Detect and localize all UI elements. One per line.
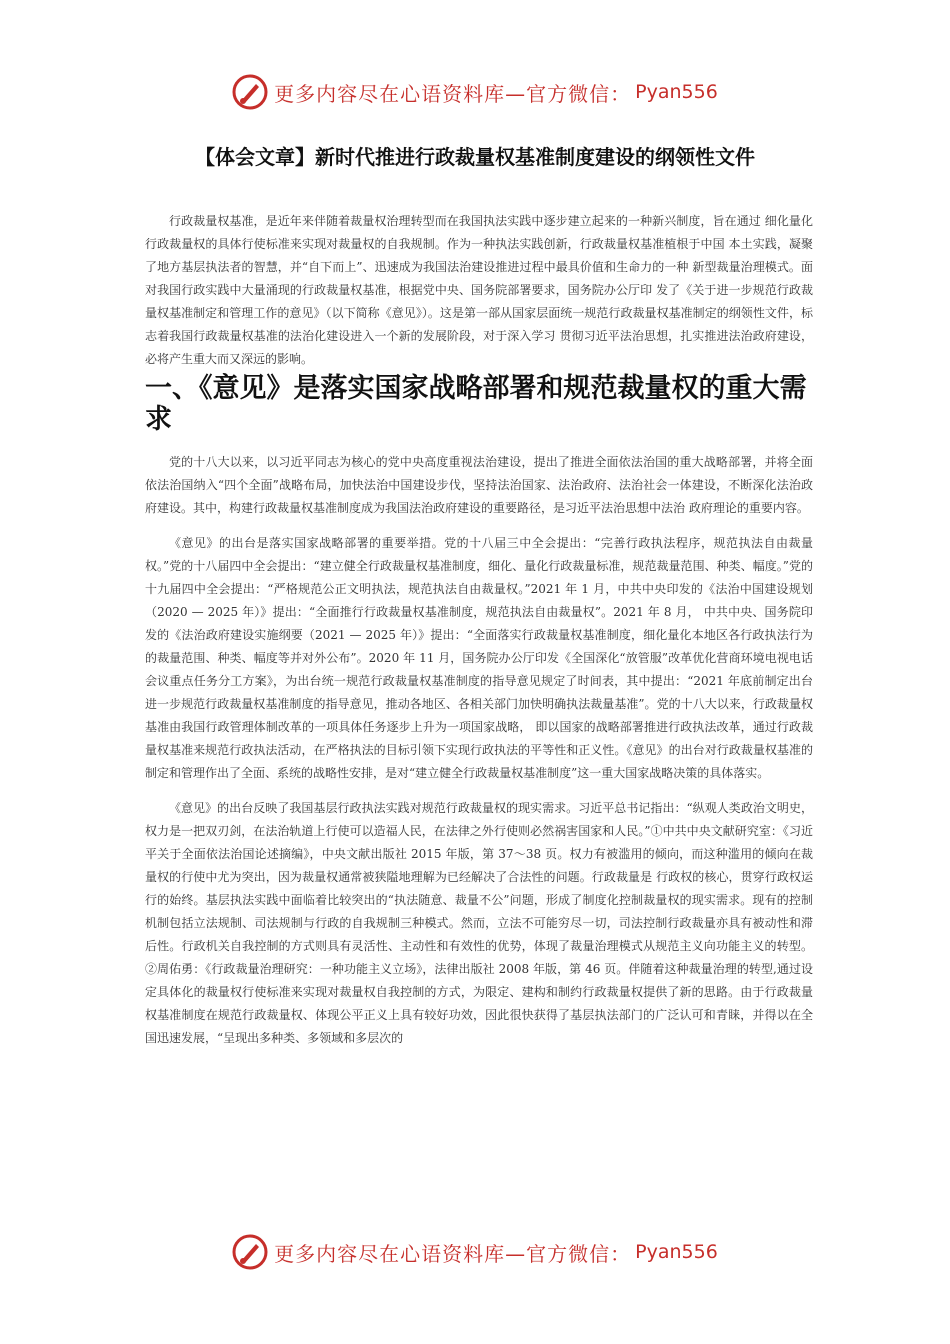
intro-paragraph: 行政裁量权基准，是近年来伴随着裁量权治理转型而在我国执法实践中逐步建立起来的一种新兴制度，旨在通过 细化量化行政裁量权的具体行使标准来实现对裁量权的自我规制。作为一种执法实践创新，行政裁量权基准植根于中国 本土实践，凝聚了地方基层执法者的智慧，并“自下而上”、迅速成为我国法治建设推进过程中最具价值和生命力的一种 新型裁量治理模式。面对我国行政实践中大量涌现的行政裁量权基准，根据党中央、国务院部署要求，国务院办公厅印 发了《关于进一步规范行政裁量权基准制定和管理工作的意见》（以下简称《意见》）。这是第一部从国家层面统一规范行政裁量权基准制定的纲领性文件，标志着我国行政裁量权基准的法治化建设进入一个新的发展阶段，对于深入学习 贯彻习近平法治思想，扎实推进法治政府建设，必将产生重大而又深远的影响。 <box>145 214 813 366</box>
header-banner <box>0 72 950 112</box>
banner-text: 更多内容尽在心语资料库—官方微信： <box>274 1241 632 1266</box>
section-paragraph-1: 党的十八大以来，以习近平同志为核心的党中央高度重视法治建设，提出了推进全面依法治国的重大战略部署，并将全面依法治国纳入“四个全面”战略布局，加快法治中国建设步伐，坚持法治国家、法治政府、法治社会一体建设，不断深化法治政府建设。其中，构建行政裁量权基准制度成为我国法治政府建设的重要路径，是习近平法治思想中法治 政府理论的重要内容。 <box>145 455 813 515</box>
banner-wechat-id: Pyan556 <box>635 1241 718 1263</box>
brush-logo-icon <box>232 1234 268 1270</box>
document-title: 【体会文章】新时代推进行政裁量权基准制度建设的纲领性文件 <box>195 145 755 169</box>
banner-text: 更多内容尽在心语资料库—官方微信： <box>274 81 632 106</box>
footer-banner <box>0 1232 950 1272</box>
section-heading: 一、《意见》是落实国家战略部署和规范裁量权的重大需求 <box>145 373 807 435</box>
brush-logo-icon <box>232 74 268 110</box>
document-body <box>145 210 813 1050</box>
section-paragraph-3: 《意见》的出台反映了我国基层行政执法实践对规范行政裁量权的现实需求。习近平总书记指出：“纵观人类政治文明史，权力是一把双刃剑，在法治轨道上行使可以造福人民，在法律之外行使则必然祸害国家和人民。”①中共中央文献研究室：《习近平关于全面依法治国论述摘编》，中央文献出版社 2015 年版，第 37～38 页。权力有被滥用的倾向，而这种滥用的倾向在裁量权的行使中尤为突出，因为裁量权通常被狭隘地理解为已经解决了合法性的问题。行政裁量是 行政权的核心，贯穿行政权运行的始终。基层执法实践中面临着比较突出的“执法随意、裁量不公”问题，形成了制度化控制裁量权的现实需求。现有的控制机制包括立法规制、司法规制与行政的自我规制三种模式。然而，立法不可能穷尽一切，司法控制行政裁量亦具有被动性和滞后性。行政机关自我控制的方式则具有灵活性、主动性和有效性的优势，体现了裁量治理模式从规范主义向功能主义的转型。②周佑勇：《行政裁量治理研究：一种功能主义立场》，法律出版社 2008 年版，第 46 页。伴随着这种裁量治理的转型,通过设定具体化的裁量权行使标准来实现对裁量权自我控制的方式，为限定、建构和制约行政裁量权提供了新的思路。由于行政裁量权基准制度在规范行政裁量权、体现公平正义上具有较好功效，因此很快获得了基层执法部门的广泛认可和青睐，并得以在全国迅速发展，“呈现出多种类、多领域和多层次的 <box>145 801 813 1045</box>
banner-wechat-id: Pyan556 <box>635 81 718 103</box>
section-paragraph-2: 《意见》的出台是落实国家战略部署的重要举措。党的十八届三中全会提出：“完善行政执法程序，规范执法自由裁量权。”党的十八届四中全会提出：“建立健全行政裁量权基准制度，细化、量化行政裁量标准，规范裁量范围、种类、幅度。”党的十九届四中全会提出：“严格规范公正文明执法，规范执法自由裁量权。”2021 年 1 月，中共中央印发的《法治中国建设规划（2020 — 2025 年）》提出：“全面推行行政裁量权基准制度，规范执法自由裁量权”。2021 年 8 月， 中共中央、国务院印发的《法治政府建设实施纲要（2021 — 2025 年）》提出：“全面落实行政裁量权基准制度，细化量化本地区各行政执法行为的裁量范围、种类、幅度等并对外公布”。2020 年 11 月，国务院办公厅印发《全国深化“放管服”改革优化营商环境电视电话会议重点任务分工方案》，为出台统一规范行政裁量权基准制度的指导意见规定了时间表，其中提出：“2021 年底前制定出台进一步规范行政裁量权基准制度的指导意见，推动各地区、各相关部门加快明确执法裁量基准”。党的十八大以来，行政裁量权基准由我国行政管理体制改革的一项具体任务逐步上升为一项国家战略， 即以国家的战略部署推进行政执法改革，通过行政裁量权基准来规范行政执法活动，在严格执法的目标引领下实现行政执法的平等性和正义性。《意见》的出台对行政裁量权基准的制定和管理作出了全面、系统的战略性安排，是对“建立健全行政裁量权基准制度”这一重大国家战略决策的具体落实。 <box>145 536 813 780</box>
